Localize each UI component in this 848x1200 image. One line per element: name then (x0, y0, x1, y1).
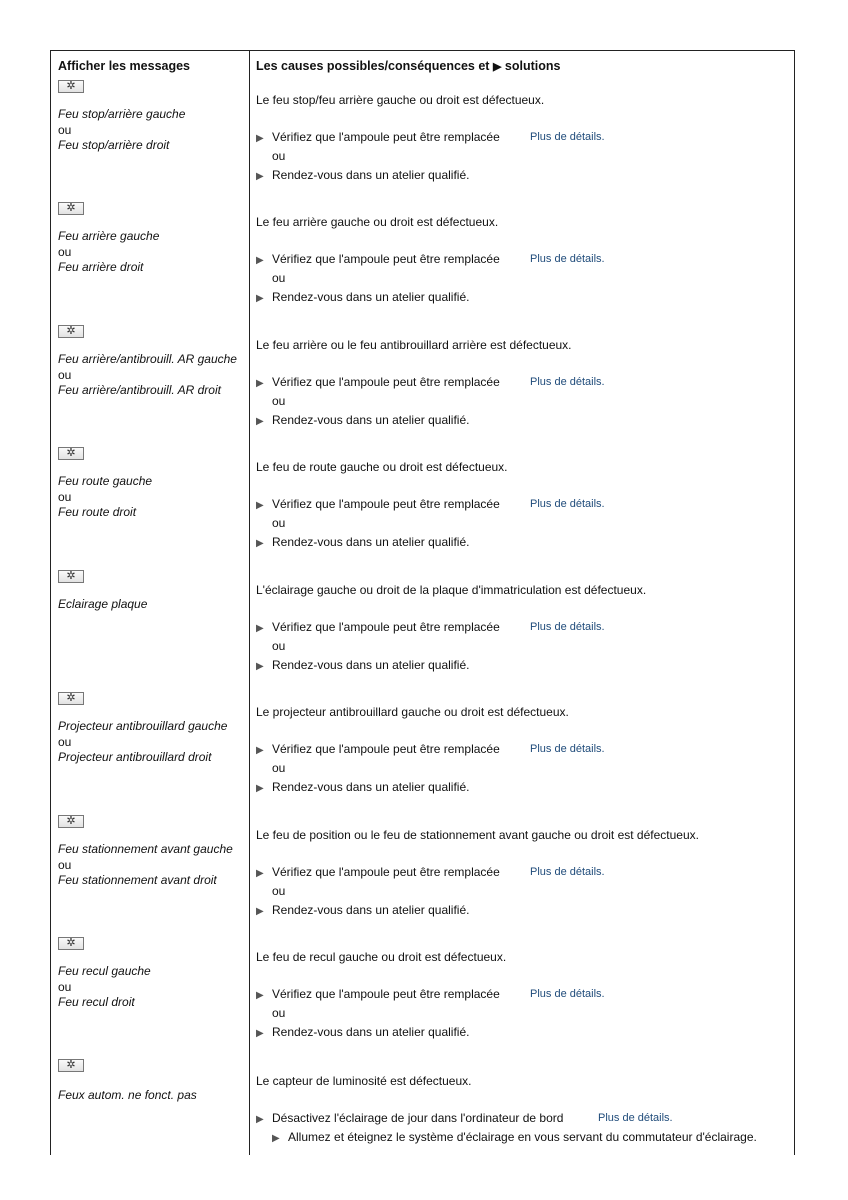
message-right: Feu arrière droit (58, 260, 144, 274)
step-text: Vérifiez que l'ampoule peut être remplacée (272, 987, 500, 1001)
or-label: ou (272, 516, 286, 530)
more-details-link[interactable]: Plus de détails. (530, 253, 605, 265)
step-text: Rendez-vous dans un atelier qualifié. (272, 535, 470, 549)
message-text (58, 597, 248, 613)
step-workshop (256, 903, 469, 919)
header-prefix: Les causes possibles/conséquences et (256, 59, 490, 73)
step-text: Désactivez l'éclairage de jour dans l'ordinateur de bord (272, 1111, 564, 1125)
more-details-link[interactable]: Plus de détails. (598, 1112, 673, 1124)
triangle-right-icon: ▶ (256, 133, 264, 144)
column-header-solutions (256, 59, 560, 74)
message-text (58, 229, 248, 276)
step-text: Vérifiez que l'ampoule peut être remplacée (272, 620, 500, 634)
message-text (58, 719, 248, 766)
step-check-bulb (256, 620, 500, 636)
more-details-link[interactable]: Plus de détails. (530, 376, 605, 388)
bulb-warning-icon: ✲ (58, 692, 84, 705)
column-header-messages: Afficher les messages (58, 59, 191, 73)
triangle-right-icon: ▶ (256, 1028, 264, 1039)
triangle-right-icon: ▶ (256, 500, 264, 511)
triangle-right-icon: ▶ (492, 61, 502, 73)
or-label: ou (58, 857, 72, 872)
step-text: Rendez-vous dans un atelier qualifié. (272, 903, 470, 917)
message-left: Feux autom. ne fonct. pas (58, 1088, 197, 1102)
or-label: ou (272, 1006, 286, 1020)
step-text: Rendez-vous dans un atelier qualifié. (272, 168, 470, 182)
more-details-link[interactable]: Plus de détails. (530, 743, 605, 755)
bulb-warning-icon: ✲ (58, 325, 84, 338)
column-divider (249, 50, 250, 1155)
triangle-right-icon: ▶ (256, 416, 264, 427)
triangle-right-icon: ▶ (256, 906, 264, 917)
or-label: ou (58, 979, 72, 994)
triangle-right-icon: ▶ (256, 255, 264, 266)
or-label: ou (58, 244, 72, 259)
step-text: Rendez-vous dans un atelier qualifié. (272, 658, 470, 672)
or-label: ou (58, 734, 72, 749)
message-text (58, 474, 248, 521)
triangle-right-icon: ▶ (256, 171, 264, 182)
step-check-bulb (256, 497, 500, 513)
triangle-right-icon: ▶ (256, 745, 264, 756)
bulb-warning-icon: ✲ (58, 447, 84, 460)
cause-description: Le feu stop/feu arrière gauche ou droit est défectueux. (256, 93, 545, 107)
triangle-right-icon: ▶ (256, 623, 264, 634)
message-text (58, 964, 248, 1011)
more-details-link[interactable]: Plus de détails. (530, 131, 605, 143)
triangle-right-icon: ▶ (256, 1114, 264, 1125)
step-check-bulb (256, 987, 500, 1003)
more-details-link[interactable]: Plus de détails. (530, 988, 605, 1000)
more-details-link[interactable]: Plus de détails. (530, 621, 605, 633)
step-workshop (256, 168, 469, 184)
or-label: ou (272, 271, 286, 285)
step-check-bulb (256, 865, 500, 881)
cause-description: Le feu arrière ou le feu antibrouillard arrière est défectueux. (256, 338, 572, 352)
message-text (58, 842, 248, 889)
message-right: Feu stop/arrière droit (58, 138, 170, 152)
more-details-link[interactable]: Plus de détails. (530, 498, 605, 510)
cause-description: Le feu arrière gauche ou droit est défectueux. (256, 215, 499, 229)
message-left: Feu stationnement avant gauche (58, 842, 233, 856)
triangle-right-icon: ▶ (256, 378, 264, 389)
or-label: ou (272, 884, 286, 898)
message-right: Feu stationnement avant droit (58, 873, 217, 887)
step-text: Rendez-vous dans un atelier qualifié. (272, 1025, 470, 1039)
bulb-warning-icon: ✲ (58, 570, 84, 583)
bulb-warning-icon: ✲ (58, 815, 84, 828)
triangle-right-icon: ▶ (256, 783, 264, 794)
step-workshop (256, 535, 469, 551)
table-border-left (50, 50, 51, 1155)
message-text (58, 1088, 248, 1104)
message-left: Feu arrière/antibrouill. AR gauche (58, 352, 237, 366)
triangle-right-icon: ▶ (256, 868, 264, 879)
table-border-right (794, 50, 795, 1155)
triangle-right-icon: ▶ (256, 293, 264, 304)
or-label: ou (58, 367, 72, 382)
or-label: ou (58, 122, 72, 137)
triangle-right-icon: ▶ (256, 990, 264, 1001)
message-left: Feu route gauche (58, 474, 153, 488)
step-text: Rendez-vous dans un atelier qualifié. (272, 780, 470, 794)
bulb-warning-icon: ✲ (58, 80, 84, 93)
triangle-right-icon: ▶ (256, 538, 264, 549)
step-check-bulb (256, 130, 500, 146)
step-text: Vérifiez que l'ampoule peut être remplacée (272, 742, 500, 756)
step-toggle-lights (272, 1130, 757, 1146)
cause-description: Le feu de position ou le feu de stationnement avant gauche ou droit est défectueux. (256, 828, 699, 842)
cause-description: Le capteur de luminosité est défectueux. (256, 1074, 472, 1088)
cause-description: L'éclairage gauche ou droit de la plaque d'immatriculation est défectueux. (256, 583, 647, 597)
or-label: ou (58, 489, 72, 504)
or-label: ou (272, 639, 286, 653)
or-label: ou (272, 761, 286, 775)
more-details-link[interactable]: Plus de détails. (530, 866, 605, 878)
message-left: Feu stop/arrière gauche (58, 107, 186, 121)
step-check-bulb (256, 375, 500, 391)
step-text: Vérifiez que l'ampoule peut être remplacée (272, 252, 500, 266)
step-text: Vérifiez que l'ampoule peut être remplacée (272, 375, 500, 389)
message-text (58, 352, 248, 399)
step-workshop (256, 290, 469, 306)
table-border-top (50, 50, 795, 51)
step-disable-drl (256, 1111, 563, 1127)
header-suffix: solutions (504, 59, 561, 73)
message-left: Feu arrière gauche (58, 229, 160, 243)
step-text: Vérifiez que l'ampoule peut être remplacée (272, 130, 500, 144)
bulb-warning-icon: ✲ (58, 1059, 84, 1072)
step-text: Allumez et éteignez le système d'éclairage en vous servant du commutateur d'éclairage. (288, 1130, 757, 1144)
message-right: Projecteur antibrouillard droit (58, 750, 212, 764)
or-label: ou (272, 394, 286, 408)
step-workshop (256, 780, 469, 796)
step-check-bulb (256, 742, 500, 758)
cause-description: Le feu de recul gauche ou droit est défectueux. (256, 950, 507, 964)
bulb-warning-icon: ✲ (58, 937, 84, 950)
or-label: ou (272, 149, 286, 163)
cause-description: Le projecteur antibrouillard gauche ou droit est défectueux. (256, 705, 569, 719)
message-left: Eclairage plaque (58, 597, 148, 611)
step-text: Vérifiez que l'ampoule peut être remplacée (272, 865, 500, 879)
step-text: Rendez-vous dans un atelier qualifié. (272, 290, 470, 304)
step-workshop (256, 413, 469, 429)
message-left: Projecteur antibrouillard gauche (58, 719, 228, 733)
message-left: Feu recul gauche (58, 964, 151, 978)
triangle-right-icon: ▶ (272, 1133, 280, 1144)
step-text: Vérifiez que l'ampoule peut être remplacée (272, 497, 500, 511)
step-check-bulb (256, 252, 500, 268)
step-workshop (256, 658, 469, 674)
cause-description: Le feu de route gauche ou droit est défectueux. (256, 460, 508, 474)
bulb-warning-icon: ✲ (58, 202, 84, 215)
step-text: Rendez-vous dans un atelier qualifié. (272, 413, 470, 427)
message-right: Feu route droit (58, 505, 137, 519)
message-text (58, 107, 248, 154)
message-right: Feu recul droit (58, 995, 135, 1009)
message-right: Feu arrière/antibrouill. AR droit (58, 383, 221, 397)
triangle-right-icon: ▶ (256, 661, 264, 672)
step-workshop (256, 1025, 469, 1041)
